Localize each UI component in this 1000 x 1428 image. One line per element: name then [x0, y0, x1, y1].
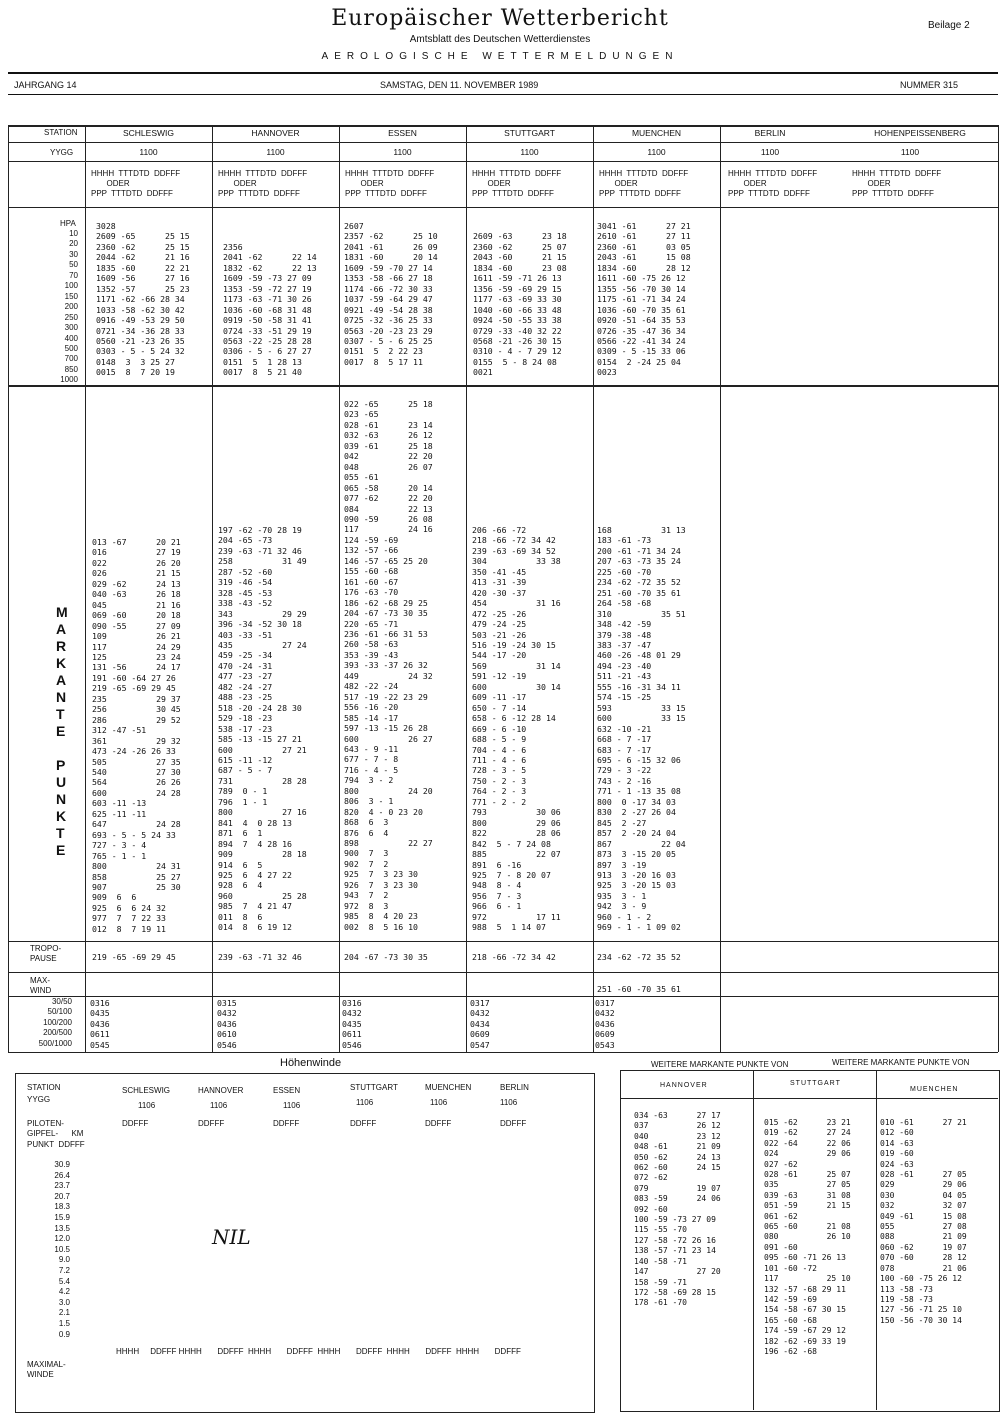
col-line [339, 125, 340, 1052]
mk-data-schleswig: 013 -67 20 21 016 27 19 022 26 20 026 21 15 029 -62 24 13 040 -63 26 18 045 21 16 069 -60 20 18 090 -55 27 09 109 26 21 117 24 29 125 23 24 131 -56 24 17 191 -60 -64 27 26 219 -65 -69 29 45 235 29 37 256 30 45 286 29 52 312 -47 -51 361 29 32 473 -24 -26 26 33 505 27 35 540 27 30 564 26 26 600 24 28 603 -11 -13 625 -11 -11 647 24 28 693 - 5 - 5 24 33 727 - 3 - 4 765 - 1 - 1 800 24 31 858 25 27 907 25 30 909 6 6 925 6 6 24 32 977 7 7 22 33 012 8 7 19 11 [92, 537, 181, 934]
header-rule-2 [8, 94, 998, 95]
row-line [8, 142, 998, 143]
row-line [8, 385, 998, 387]
piloten-label: PILOTEN- GIPFEL- KM PUNKT DDFFF [27, 1119, 85, 1149]
section-title: AEROLOGISCHE WETTERMELDUNGEN [321, 51, 679, 62]
hw-time: 1106 [356, 1098, 374, 1107]
weitere-hannover-data: 034 -63 27 17 037 26 12 040 23 12 048 -61 21 09 050 -62 24 13 062 -60 24 15 072 -62 079 19 07 083 -59 24 06 092 -60 100 -59 -73 27 09 115 -55 -70 127 -58 -72 26 16 138 -57 -71 23 14 140 -58 -71 147 27 20 158 -59 -71 172 -58 -69 28 15 178 -61 -70 [634, 1111, 721, 1308]
col-line [753, 1070, 754, 1410]
ch-line1: HHHH TTTDTD DDFFF [91, 169, 181, 178]
ch-line1: HHHH TTTDTD DDFFF [599, 169, 689, 178]
station-name: STUTTGART [504, 128, 555, 138]
page-subtitle: Amtsblatt des Deutschen Wetterdienstes [409, 34, 591, 45]
bottom-muenchen: 0317 0432 0436 0609 0543 [595, 998, 615, 1050]
column-header [345, 169, 434, 199]
hw-station: BERLIN [500, 1083, 529, 1092]
station-name: ESSEN [388, 128, 417, 138]
ch-line3: PPP TTTDTD DDFFF [345, 189, 427, 198]
std-data-muenchen: 3041 -61 27 21 2610 -61 27 11 2360 -61 03 05 2043 -61 15 08 1834 -60 28 12 1611 -60 -75 26 12 1355 -56 -70 30 14 1175 -61 -71 34 24 1036 -60 -70 35 61 0920 -51 -64 35 53 0726 -35 -47 36 34 0566 -22 -41 34 24 0309 - 5 -15 33 06 0154 2 -24 25 04 0023 [597, 221, 691, 378]
hw-station: STUTTGART [350, 1083, 398, 1092]
column-header [852, 169, 941, 199]
ch-line3: PPP TTTDTD DDFFF [728, 189, 810, 198]
ch-line2: ODER [218, 179, 257, 188]
nil-handwritten: NIL [212, 1225, 251, 1249]
hw-station: SCHLESWIG [122, 1086, 171, 1095]
std-data-hannover: 2356 2041 -62 22 14 1832 -62 22 13 1609 -59 -73 27 09 1353 -59 -72 27 19 1173 -63 -71 30 26 1036 -60 -68 31 48 0919 -50 -58 31 41 0724 -33 -51 29 19 0563 -22 -25 28 28 0306 - 5 - 6 27 27 0151 5 1 28 13 0017 8 5 21 40 [223, 241, 317, 378]
station-name: MUENCHEN [631, 128, 682, 138]
column-header [218, 169, 307, 199]
station-time: 1100 [266, 147, 285, 157]
bottom-essen: 0316 0432 0435 0611 0546 [342, 998, 362, 1050]
tropo-muenchen: 234 -62 -72 35 52 [597, 952, 681, 962]
weitere-muenchen-label: MUENCHEN [910, 1086, 959, 1093]
hw-time: 1106 [138, 1101, 156, 1110]
markante-punkte-label: M A R K A N T E P U N K T E [56, 604, 68, 858]
hw-ddfff: DDFFF [198, 1119, 225, 1128]
mk-data-muenchen: 168 31 13 183 -61 -73 200 -61 -71 34 24 207 -63 -73 35 24 225 -60 -70 234 -62 -72 35 52 251 -60 -70 35 61 264 -58 -68 310 35 51 348 -42 -59 379 -38 -48 383 -37 -47 460 -26 -48 01 29 494 -23 -40 511 -21 -43 555 -16 -31 34 11 574 -15 -25 593 33 15 600 33 15 632 -10 -21 668 - 7 -17 683 - 7 -17 695 - 6 -15 32 06 729 - 3 -22 743 - 2 -16 771 - 1 -13 35 08 800 0 -17 34 03 830 2 -27 26 04 845 2 -27 857 2 -20 24 04 867 22 04 873 3 -15 20 05 897 3 -19 913 3 -20 16 03 925 3 -20 15 03 935 3 - 1 942 3 - 9 960 - 1 - 2 969 - 1 - 1 09 02 [597, 525, 686, 933]
col-line [466, 125, 467, 1052]
ch-line2: ODER [728, 179, 767, 188]
col-line [593, 125, 594, 1052]
mk-data-stuttgart: 206 -66 -72 218 -66 -72 34 42 239 -63 -69 34 52 304 33 38 350 -41 -45 413 -31 -39 420 -30 -37 454 31 16 472 -25 -26 479 -24 -25 503 -21 -26 516 -19 -24 30 15 544 -17 -20 569 31 14 591 -12 -19 600 30 14 609 -11 -17 650 - 7 -14 658 - 6 -12 28 14 669 - 6 -10 688 - 5 - 9 704 - 4 - 6 711 - 4 - 6 728 - 3 - 5 750 - 2 - 3 764 - 2 - 3 771 - 2 - 2 793 30 06 800 29 06 822 28 06 842 5 - 7 24 08 885 22 07 891 6 -16 925 7 - 8 20 07 948 8 - 4 956 7 - 3 966 6 - 1 972 17 11 988 5 1 14 07 [472, 525, 561, 933]
km-levels: 30.9 26.4 23.7 20.7 18.3 15.9 13.5 12.0 10.5 9.0 7.2 5.4 4.2 3.0 2.1 1.5 0.9 [54, 1160, 70, 1339]
row-line [620, 1098, 998, 1099]
station-time: 1100 [520, 147, 539, 157]
ch-line2: ODER [599, 179, 638, 188]
std-data-stuttgart: 2609 -63 23 18 2360 -62 25 07 2043 -60 21 15 1834 -60 23 08 1611 -59 -71 26 13 1356 -59 -69 29 15 1177 -63 -69 33 30 1040 -60 -66 33 48 0924 -50 -55 33 38 0729 -33 -40 32 22 0568 -21 -26 30 15 0310 - 4 - 7 29 12 0155 5 - 8 24 08 0021 [473, 231, 567, 378]
col-line [998, 125, 999, 1052]
row-line [8, 996, 998, 997]
column-header [728, 169, 817, 199]
station-time: 1100 [647, 147, 666, 157]
column-header [472, 169, 561, 199]
weitere-muenchen-data: 010 -61 27 21 012 -60 014 -63 019 -60 024 -63 028 -61 27 05 029 29 06 030 04 05 032 32 07 049 -61 15 08 055 27 08 088 21 09 060 -62 19 07 070 -60 28 12 078 21 06 100 -60 -75 26 12 113 -58 -73 119 -58 -73 127 -56 -71 25 10 150 -56 -70 30 14 [880, 1118, 967, 1325]
hw-time: 1106 [430, 1098, 448, 1107]
ch-line1: HHHH TTTDTD DDFFF [218, 169, 308, 178]
station-name: HOHENPEISSENBERG [874, 128, 966, 138]
tropo-essen: 204 -67 -73 30 35 [344, 952, 428, 962]
ch-line2: ODER [345, 179, 384, 188]
std-data-schleswig: 3028 2609 -65 25 15 2360 -62 25 15 2044 -62 21 16 1835 -60 22 21 1609 -56 27 16 1352 -57 25 23 1171 -62 -66 28 34 1033 -58 -62 30 42 0916 -49 -53 29 50 0721 -34 -36 28 33 0560 -21 -23 26 35 0303 - 5 - 5 24 32 0148 3 3 25 27 0015 8 7 20 19 [96, 221, 190, 378]
station-time: 1100 [139, 147, 158, 157]
col-line [8, 125, 9, 1052]
ch-line2: ODER [472, 179, 511, 188]
bottom-hannover: 0315 0432 0436 0610 0546 [217, 998, 237, 1050]
hw-ddfff: DDFFF [500, 1119, 527, 1128]
hw-time: 1106 [283, 1101, 301, 1110]
yygg-label: YYGG [50, 148, 74, 157]
ch-line3: PPP TTTDTD DDFFF [91, 189, 173, 198]
hpa-label: HPA [60, 219, 76, 228]
weitere-hannover-label: HANNOVER [660, 1082, 708, 1089]
hw-bottom-row: HHHH DDFFF HHHH DDFFF HHHH DDFFF HHHH DDFFF HHHH DDFFF HHHH DDFFF [116, 1347, 521, 1356]
hw-station: MUENCHEN [425, 1083, 472, 1092]
hpa-levels: 10 20 30 50 70 100 150 200 250 300 400 500 700 850 1000 [60, 229, 78, 385]
weitere-title-2: WEITERE MARKANTE PUNKTE VON [832, 1058, 970, 1067]
mk-data-essen: 022 -65 25 18 023 -65 028 -61 23 14 032 -63 26 12 039 -61 25 18 042 22 20 048 26 07 055 -61 065 -58 20 14 077 -62 22 20 084 22 13 090 -59 26 08 117 24 16 124 -59 -69 132 -57 -66 146 -57 -65 25 20 155 -60 -68 161 -60 -67 176 -63 -70 186 -62 -68 29 25 204 -67 -73 30 35 220 -65 -71 236 -61 -66 31 53 260 -58 -63 353 -39 -43 393 -33 -37 26 32 449 24 32 482 -22 -24 517 -19 -22 23 29 556 -16 -20 585 -14 -17 597 -13 -15 26 28 600 26 27 643 - 9 -11 677 - 7 - 8 716 - 4 - 5 794 3 - 2 800 24 20 806 3 - 1 820 4 - 0 23 20 868 6 3 876 6 4 898 22 27 900 7 3 902 7 2 925 7 3 23 30 926 7 3 23 30 943 7 2 972 8 3 985 8 4 20 23 002 8 5 16 10 [344, 399, 433, 932]
jahrgang: JAHRGANG 14 [14, 80, 77, 90]
ch-line3: PPP TTTDTD DDFFF [218, 189, 300, 198]
row-line [8, 207, 998, 208]
row-line [8, 972, 998, 973]
std-data-essen: 2607 2357 -62 25 10 2041 -61 26 09 1831 -60 20 14 1609 -59 -70 27 14 1353 -58 -66 27 18 1174 -66 -72 30 33 1037 -59 -64 29 47 0921 -49 -54 28 38 0725 -32 -36 25 33 0563 -20 -23 23 29 0307 - 5 - 6 25 25 0151 5 2 22 23 0017 8 5 17 11 [344, 221, 438, 367]
weitere-stuttgart-data: 015 -62 23 21 019 -62 27 24 022 -64 22 06 024 29 06 027 -62 028 -61 25 07 035 27 05 039 -63 31 08 051 -59 21 15 061 -62 065 -60 21 08 080 26 10 091 -60 095 -60 -71 26 13 101 -60 -72 117 25 10 132 -57 -68 29 11 142 -59 -69 154 -58 -67 30 15 165 -60 -68 174 -59 -67 29 12 182 -62 -69 33 19 196 -62 -68 [764, 1118, 851, 1356]
column-header [91, 169, 180, 199]
ch-line1: HHHH TTTDTD DDFFF [728, 169, 818, 178]
table-bottom-border [8, 1052, 998, 1053]
col-line [876, 1070, 877, 1410]
hw-time: 1106 [500, 1098, 518, 1107]
issue-number: NUMMER 315 [900, 80, 959, 90]
row-line [8, 161, 998, 162]
col-line [212, 125, 213, 1052]
weitere-title-1: WEITERE MARKANTE PUNKTE VON [651, 1060, 789, 1069]
tropo-hannover: 239 -63 -71 32 46 [218, 952, 302, 962]
station-time: 1100 [393, 147, 412, 157]
bottom-levels: 30/50 50/100 100/200 200/500 500/1000 [38, 997, 72, 1048]
ch-line3: PPP TTTDTD DDFFF [472, 189, 554, 198]
header-rule [8, 72, 998, 74]
hw-yygg-label: YYGG [27, 1095, 51, 1104]
maximal-winde-label: MAXIMAL- WINDE [27, 1360, 66, 1380]
station-time: 1100 [760, 147, 780, 157]
hoehenwinde-title: Höhenwinde [280, 1057, 342, 1069]
maxwind-label: MAX- WIND [30, 976, 52, 996]
station-name: HANNOVER [251, 128, 300, 138]
col-line [85, 125, 86, 1052]
weitere-stuttgart-label: STUTTGART [790, 1080, 841, 1087]
beilage-label: Beilage 2 [928, 20, 970, 31]
hw-ddfff: DDFFF [350, 1119, 377, 1128]
hw-time: 1106 [210, 1101, 228, 1110]
row-line [8, 941, 998, 942]
ch-line1: HHHH TTTDTD DDFFF [345, 169, 435, 178]
hw-station: HANNOVER [198, 1086, 244, 1095]
ch-line2: ODER [852, 179, 891, 188]
tropo-stuttgart: 218 -66 -72 34 42 [472, 952, 556, 962]
bottom-schleswig: 0316 0435 0436 0611 0545 [90, 998, 110, 1050]
column-header [599, 169, 688, 199]
hw-ddfff: DDFFF [425, 1119, 452, 1128]
hw-ddfff: DDFFF [273, 1119, 300, 1128]
station-name: SCHLESWIG [122, 128, 174, 138]
tropopause-label: TROPO- PAUSE [30, 944, 62, 964]
ch-line3: PPP TTTDTD DDFFF [599, 189, 681, 198]
table-top-border [8, 125, 998, 127]
ch-line1: HHHH TTTDTD DDFFF [852, 169, 942, 178]
ch-line3: PPP TTTDTD DDFFF [852, 189, 934, 198]
ch-line2: ODER [91, 179, 130, 188]
issue-date: SAMSTAG, DEN 11. NOVEMBER 1989 [380, 80, 539, 90]
station-time: 1100 [900, 147, 920, 157]
hw-ddfff: DDFFF [122, 1119, 149, 1128]
ch-line1: HHHH TTTDTD DDFFF [472, 169, 562, 178]
hw-station-label: STATION [27, 1083, 61, 1092]
maxwind-muenchen: 251 -60 -70 35 61 [597, 984, 681, 994]
hw-station: ESSEN [273, 1086, 301, 1095]
station-name: BERLIN [754, 128, 786, 138]
page-title: Europäischer Wetterbericht [331, 6, 669, 31]
mk-data-hannover: 197 -62 -70 28 19 204 -65 -73 239 -63 -71 32 46 258 31 49 287 -52 -60 319 -46 -54 328 -45 -53 338 -43 -52 343 29 29 396 -34 -52 30 18 403 -33 -51 435 27 24 459 -25 -34 470 -24 -31 477 -23 -27 482 -24 -27 488 -23 -25 518 -20 -24 28 30 529 -18 -23 538 -17 -23 585 -13 -15 27 21 600 27 21 615 -11 -12 687 - 5 - 7 731 28 28 789 0 - 1 796 1 - 1 800 27 16 841 4 0 28 13 871 6 1 894 7 4 28 16 909 28 18 914 6 5 925 6 4 27 22 928 6 4 960 25 28 985 7 4 21 47 011 8 6 014 8 6 19 12 [218, 525, 307, 933]
station-label: STATION [44, 128, 78, 137]
tropo-schleswig: 219 -65 -69 29 45 [92, 952, 176, 962]
col-line [720, 125, 721, 1052]
bottom-stuttgart: 0317 0432 0434 0609 0547 [470, 998, 490, 1050]
